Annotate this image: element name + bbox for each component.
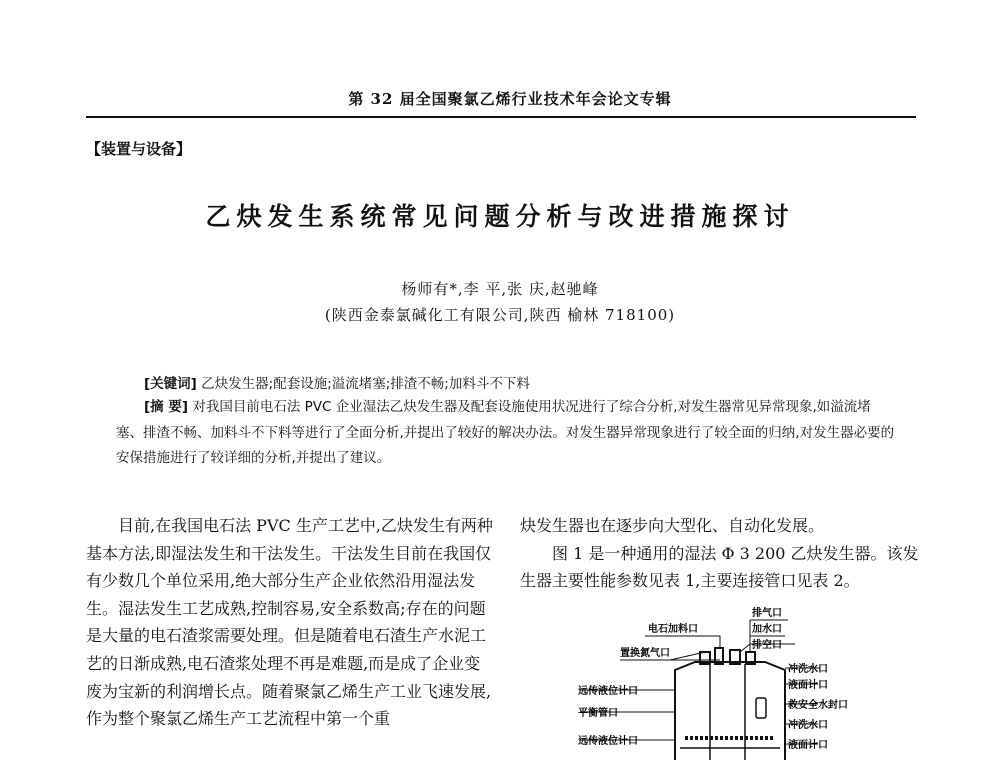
authors: 杨师有*,李 平,张 庆,赵驰峰: [401, 280, 599, 298]
label-n2-replace: 置换氮气口: [620, 648, 670, 659]
abstract-text: 对我国目前电石法 PVC 企业湿法乙炔发生器及配套设施使用状况进行了综合分析,对发生器常见异常现象,如溢流堵塞、排渣不畅、加料斗不下料等进行了全面分析,并提出了较好的解决办法。对发生器异常现象进行了较全面的归纳,对发生器必要的安保措施进行了较详细的分析,并提出了建议。: [116, 399, 895, 466]
label-flush-2: 冲洗水口: [788, 720, 828, 731]
label-feed: 电石加料口: [648, 624, 698, 635]
keywords: [144, 372, 530, 392]
body-right-column: [520, 512, 920, 595]
label-vent: 排空口: [752, 640, 782, 651]
label-water-in: 加水口: [752, 624, 782, 635]
label-level-gauge-2: 液面计口: [788, 740, 828, 751]
label-remote-level-2: 远传液位计口: [578, 736, 638, 747]
body-paragraph: 图 1 是一种通用的湿法 Φ 3 200 乙炔发生器。该发生器主要性能参数见表 1,主要连接管口见表 2。: [520, 543, 919, 591]
journal-header: 第 32 届全国聚氯乙烯行业技术年会论文专辑: [348, 90, 672, 108]
keywords-text: 乙炔发生器;配套设施;溢流堵塞;排渣不畅;加料斗不下料: [201, 376, 530, 392]
label-exhaust: 排气口: [752, 608, 782, 619]
label-flush-1: 冲洗水口: [788, 664, 828, 675]
section-tag: 【装置与设备】: [86, 140, 192, 158]
body-left-column: [86, 512, 496, 733]
label-level-gauge-1: 液面计口: [788, 680, 828, 691]
label-balance: 平衡管口: [578, 708, 618, 719]
label-remote-level-1: 远传液位计口: [578, 686, 638, 697]
body-paragraph: 目前,在我国电石法 PVC 生产工艺中,乙炔发生有两种基本方法,即湿法发生和干法发生。干法发生目前在我国仅有少数几个单位采用,绝大部分生产企业依然沿用湿法发生。湿法发生工艺成熟,控制容易,安全系数高;存在的问题是大量的电石渣浆需要处理。但是随着电石渣生产水泥工艺的日渐成熟,电石渣浆处理不再是难题,而是成了企业变废为宝新的利润增长点。随着聚氯乙烯生产工业飞速发展,作为整个聚氯乙烯生产工艺流程中第一个重: [86, 516, 493, 729]
abstract: [116, 395, 896, 472]
body-paragraph: 炔发生器也在逐步向大型化、自动化发展。: [520, 516, 825, 535]
affiliation: (陕西金泰氯碱化工有限公司,陕西 榆林 718100): [324, 306, 676, 324]
label-safety-seal: 救安全水封口: [788, 700, 848, 711]
paper-title: 乙炔发生系统常见问题分析与改进措施探讨: [205, 202, 795, 231]
generator-figure: [560, 600, 920, 760]
keywords-label: [关键词]: [144, 376, 197, 392]
vessel-outline: [675, 648, 785, 760]
abstract-label: [摘 要]: [144, 399, 189, 415]
header-rule: [86, 116, 916, 118]
